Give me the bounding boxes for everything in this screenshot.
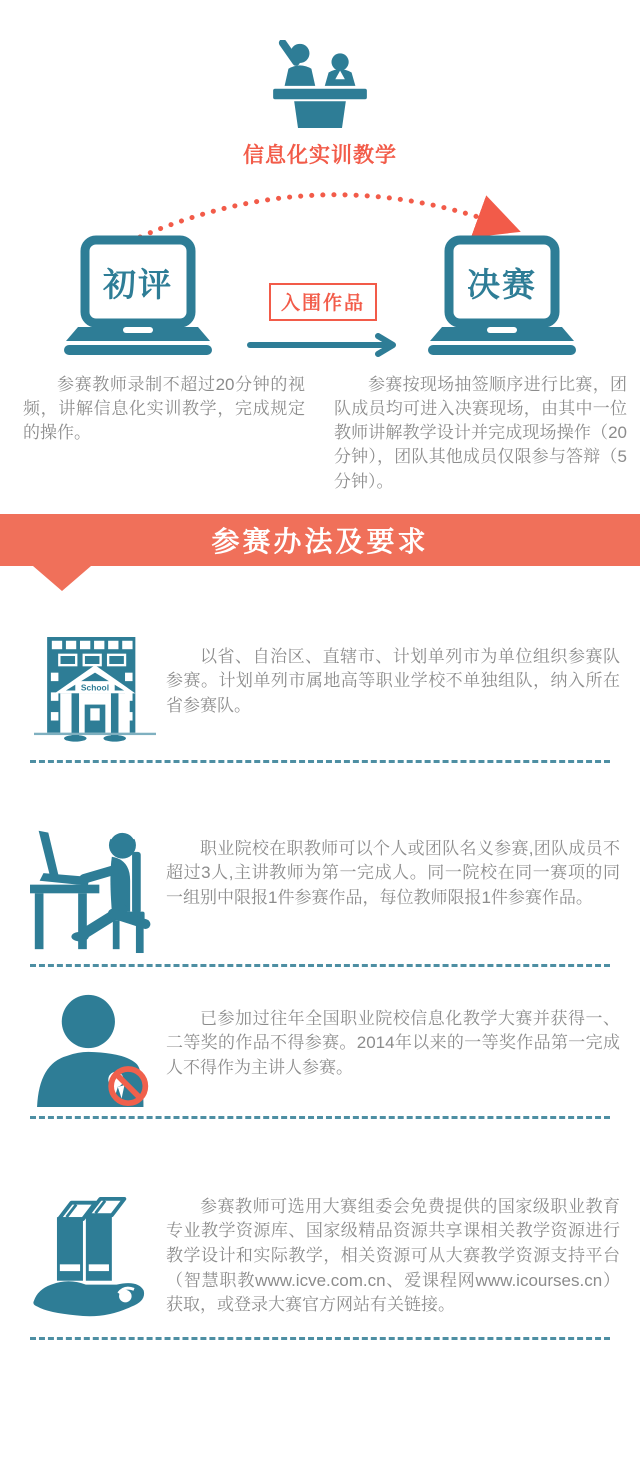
rule-item-organization [0, 633, 640, 748]
school-sign-text: School [80, 682, 110, 693]
final-stage [426, 235, 578, 372]
header [0, 0, 640, 169]
dashed-divider [30, 760, 610, 763]
preliminary-stage [62, 235, 214, 372]
rule-text: 职业院校在职教师可以个人或团队名义参赛,团队成员不超过3人,主讲教师为第一完成人。同一院校在同一赛项的同一组别中限报1件参赛作品，每位教师限报1件参赛作品。 [166, 838, 620, 907]
shortlisted-works-tag: 入围作品 [269, 283, 377, 321]
preliminary-stage-label: 初评 [103, 266, 173, 303]
teacher-at-computer-icon [30, 821, 160, 956]
flow-diagram [0, 175, 640, 371]
dashed-divider [30, 1116, 610, 1119]
final-stage-label: 决赛 [467, 266, 537, 303]
rule-item-team [0, 821, 640, 956]
flow-descriptions [0, 373, 640, 494]
page-title: 信息化实训教学 [243, 144, 397, 167]
lecturer-podium-icon [270, 40, 370, 128]
rule-text: 以省、自治区、直辖市、计划单列市为单位组织参赛队参赛。计划单列市属地高等职业学校不单独组队，纳入所在省参赛队。 [166, 646, 620, 715]
section-banner [0, 514, 640, 566]
icon-box [30, 993, 160, 1107]
banner-pointer-triangle [33, 566, 91, 591]
rule-item-resources [0, 1193, 640, 1328]
icon-box [30, 821, 160, 956]
right-arrow-icon [247, 333, 399, 357]
rule-item-prior-winners [0, 993, 640, 1107]
dashed-divider [30, 964, 610, 967]
award-prohibited-icon [33, 993, 157, 1107]
school-building-icon [34, 633, 156, 748]
banner-title: 参赛办法及要求 [211, 525, 429, 557]
icon-box [30, 633, 160, 748]
preliminary-description: 参赛教师录制不超过20分钟的视频，讲解信息化实训教学，完成规定的操作。 [23, 375, 305, 443]
rule-text: 参赛教师可选用大赛组委会免费提供的国家级职业教育专业教学资源库、国家级精品资源共享课相关教学资源进行教学设计和实际教学，相关资源可从大赛教学资源支持平台（智慧职教www.icve.com.cn、爱课程网www.icourses.cn）获取，或登录大赛官方网站有关链接。 [166, 1196, 620, 1315]
dashed-divider [30, 1337, 610, 1340]
final-description: 参赛按现场抽签顺序进行比赛，团队成员均可进入决赛现场，由其中一位教师讲解教学设计并完成现场操作（20分钟），团队其他成员仅限参与答辩（5分钟）。 [334, 375, 627, 491]
icon-box [30, 1193, 160, 1328]
books-in-hand-icon [30, 1193, 160, 1328]
rule-text: 已参加过往年全国职业院校信息化教学大赛并获得一、二等奖的作品不得参赛。2014年以来的一等奖作品第一完成人不得作为主讲人参赛。 [166, 1008, 620, 1077]
